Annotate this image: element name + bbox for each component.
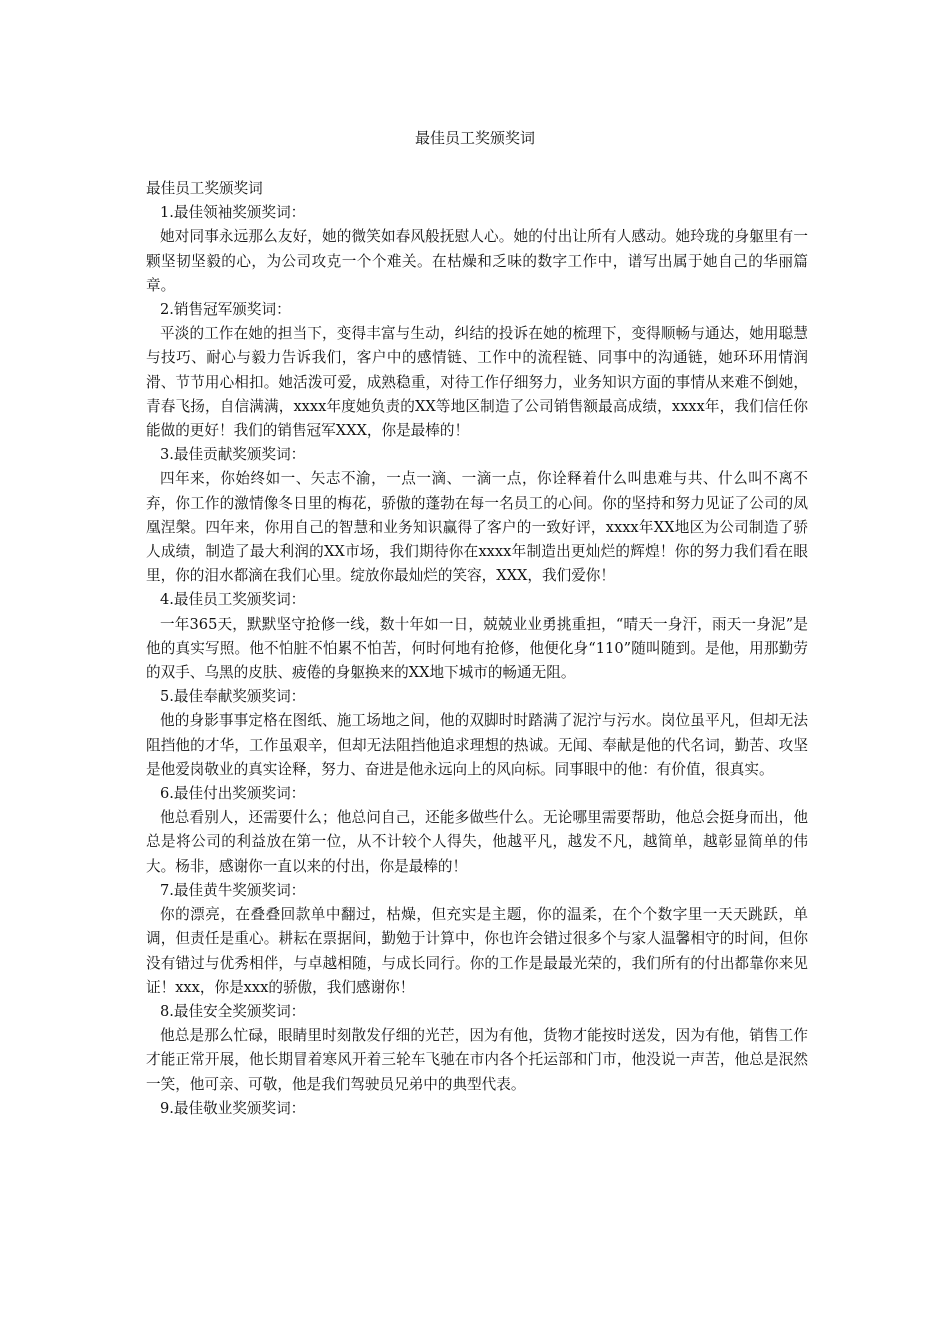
section-heading-9: 9.最佳敬业奖颁奖词： xyxy=(160,1099,306,1117)
section-heading-1: 1.最佳领袖奖颁奖词： xyxy=(160,204,306,222)
section-heading-5: 5.最佳奉献奖颁奖词： xyxy=(160,688,306,706)
section-body-7: 你的漂亮，在叠叠回款单中翻过，枯燥，但充实是主题，你的温柔，在个个数字里一天天跳跃，单调，但责任是重心。耕耘在票据间，勤勉于计算中，你也许会错过很多个与家人温馨相守的时间，但你没有错过与优秀相伴，与卓越相随，与成长同行。你的工作是最最光荣的，我们所有的付出都靠你来见证！xxx，你是xxx的骄傲，我们感谢你！ xyxy=(146,906,808,996)
section-heading-7: 7.最佳黄牛奖颁奖词： xyxy=(160,881,306,899)
section-body-5: 他的身影事事定格在图纸、施工场地之间，他的双脚时时踏满了泥泞与污水。岗位虽平凡，但却无法阻挡他的才华，工作虽艰辛，但却无法阻挡他追求理想的热诚。无闻、奉献是他的代名词，勤苦、攻坚是他爱岗敬业的真实诠释，努力、奋进是他永远向上的风向标。同事眼中的他：有价值，很真实。 xyxy=(146,712,808,778)
document-subtitle: 最佳员工奖颁奖词 xyxy=(146,180,263,197)
section-body-3: 四年来，你始终如一、矢志不渝，一点一滴、一滴一点，你诠释着什么叫患难与共、什么叫不离不弃，你工作的激情像冬日里的梅花，骄傲的蓬勃在每一名员工的心间。你的坚持和努力见证了公司的凤凰涅槃。四年来，你用自己的智慧和业务知识赢得了客户的一致好评，xxxx年XX地区为公司制造了骄人成绩，制造了最大利润的XX市场，我们期待你在xxxx年制造出更灿烂的辉煌！你的努力我们看在眼里，你的泪水都滴在我们心里。绽放你最灿烂的笑容，XXX，我们爱你！ xyxy=(146,470,808,585)
section-heading-3: 3.最佳贡献奖颁奖词： xyxy=(160,446,306,464)
section-heading-4: 4.最佳员工奖颁奖词： xyxy=(160,591,306,609)
document-body xyxy=(146,177,808,1121)
document-title: 最佳员工奖颁奖词 xyxy=(414,129,535,147)
section-heading-2: 2.销售冠军颁奖词： xyxy=(160,301,291,319)
section-heading-6: 6.最佳付出奖颁奖词： xyxy=(160,785,306,803)
section-body-6: 他总看别人，还需要什么；他总问自己，还能多做些什么。无论哪里需要帮助，他总会挺身而出，他总是将公司的利益放在第一位，从不计较个人得失，他越平凡，越发不凡，越简单，越彰显简单的伟大。杨非，感谢你一直以来的付出，你是最棒的！ xyxy=(146,809,808,875)
section-body-1: 她对同事永远那么友好，她的微笑如春风般抚慰人心。她的付出让所有人感动。她玲珑的身躯里有一颗坚韧坚毅的心，为公司攻克一个个难关。在枯燥和乏味的数字工作中，谱写出属于她自己的华丽篇章。 xyxy=(146,228,808,294)
section-body-8: 他总是那么忙碌，眼睛里时刻散发仔细的光芒，因为有他，货物才能按时送发，因为有他，销售工作才能正常开展，他长期冒着寒风开着三轮车飞驰在市内各个托运部和门市，他没说一声苦，他总是泯然一笑，他可亲、可敬，他是我们驾驶员兄弟中的典型代表。 xyxy=(146,1027,808,1093)
section-heading-8: 8.最佳安全奖颁奖词： xyxy=(160,1002,306,1020)
section-body-4: 一年365天，默默坚守抢修一线，数十年如一日，兢兢业业勇挑重担，“晴天一身汗，雨天一身泥”是他的真实写照。他不怕脏不怕累不怕苦，何时何地有抢修，他便化身“110”随叫随到。是他，用那勤劳的双手、乌黑的皮肤、疲倦的身躯换来的XX地下城市的畅通无阻。 xyxy=(146,615,808,682)
section-body-2: 平淡的工作在她的担当下，变得丰富与生动，纠结的投诉在她的梳理下，变得顺畅与通达，她用聪慧与技巧、耐心与毅力告诉我们，客户中的感情链、工作中的流程链、同事中的沟通链，她环环用情润滑、节节用心相扣。她活泼可爱，成熟稳重，对待工作仔细努力，业务知识方面的事情从来难不倒她，青春飞扬，自信满满，xxxx年度她负责的XX等地区制造了公司销售额最高成绩，xxxx年，我们信任你能做的更好！我们的销售冠军XXX，你是最棒的！ xyxy=(146,325,808,440)
